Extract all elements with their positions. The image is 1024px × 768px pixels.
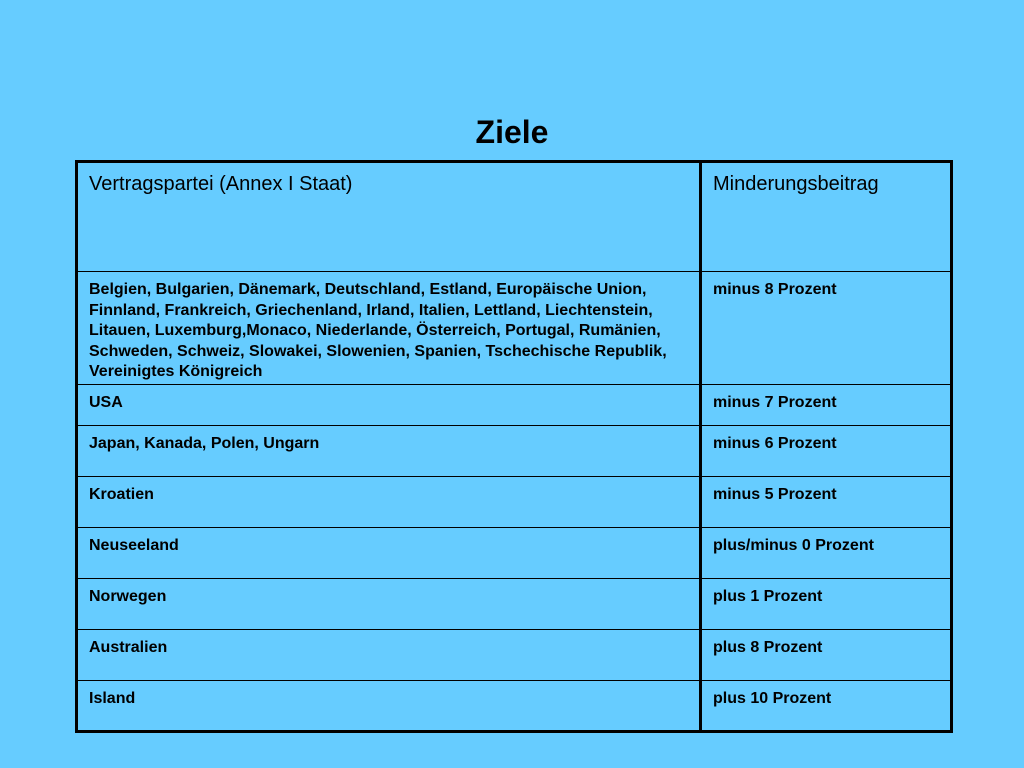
slide-title: Ziele xyxy=(475,114,549,150)
table-row xyxy=(77,272,952,385)
table-row xyxy=(77,528,952,579)
reduction-cell: plus 8 Prozent xyxy=(701,630,952,681)
party-cell: Belgien, Bulgarien, Dänemark, Deutschland, Estland, Europäische Union, Finnland, Frankreich, Griechenland, Irland, Italien, Lettland, Liechtenstein, Litauen, Luxemburg,Monaco, Niederlande, Österreich, Portugal, Rumänien, Schweden, Schweiz, Slowakei, Slowenien, Spanien, Tschechische Republik, Vereinigtes Königreich xyxy=(77,272,701,385)
party-cell: USA xyxy=(77,385,701,426)
party-cell: Norwegen xyxy=(77,579,701,630)
targets-table xyxy=(75,160,953,733)
reduction-cell: minus 6 Prozent xyxy=(701,426,952,477)
table-row xyxy=(77,681,952,732)
header-cell-party: Vertragspartei (Annex I Staat) xyxy=(77,162,701,272)
party-cell: Australien xyxy=(77,630,701,681)
party-cell: Neuseeland xyxy=(77,528,701,579)
reduction-cell: plus 10 Prozent xyxy=(701,681,952,732)
table-row xyxy=(77,426,952,477)
table-row xyxy=(77,630,952,681)
header-cell-reduction: Minderungsbeitrag xyxy=(701,162,952,272)
party-cell: Kroatien xyxy=(77,477,701,528)
reduction-cell: minus 5 Prozent xyxy=(701,477,952,528)
reduction-cell: plus/minus 0 Prozent xyxy=(701,528,952,579)
table-row xyxy=(77,385,952,426)
reduction-cell: minus 8 Prozent xyxy=(701,272,952,385)
table-row xyxy=(77,477,952,528)
party-cell: Island xyxy=(77,681,701,732)
reduction-cell: plus 1 Prozent xyxy=(701,579,952,630)
table-header-row xyxy=(77,162,952,272)
reduction-cell: minus 7 Prozent xyxy=(701,385,952,426)
table-row xyxy=(77,579,952,630)
party-cell: Japan, Kanada, Polen, Ungarn xyxy=(77,426,701,477)
